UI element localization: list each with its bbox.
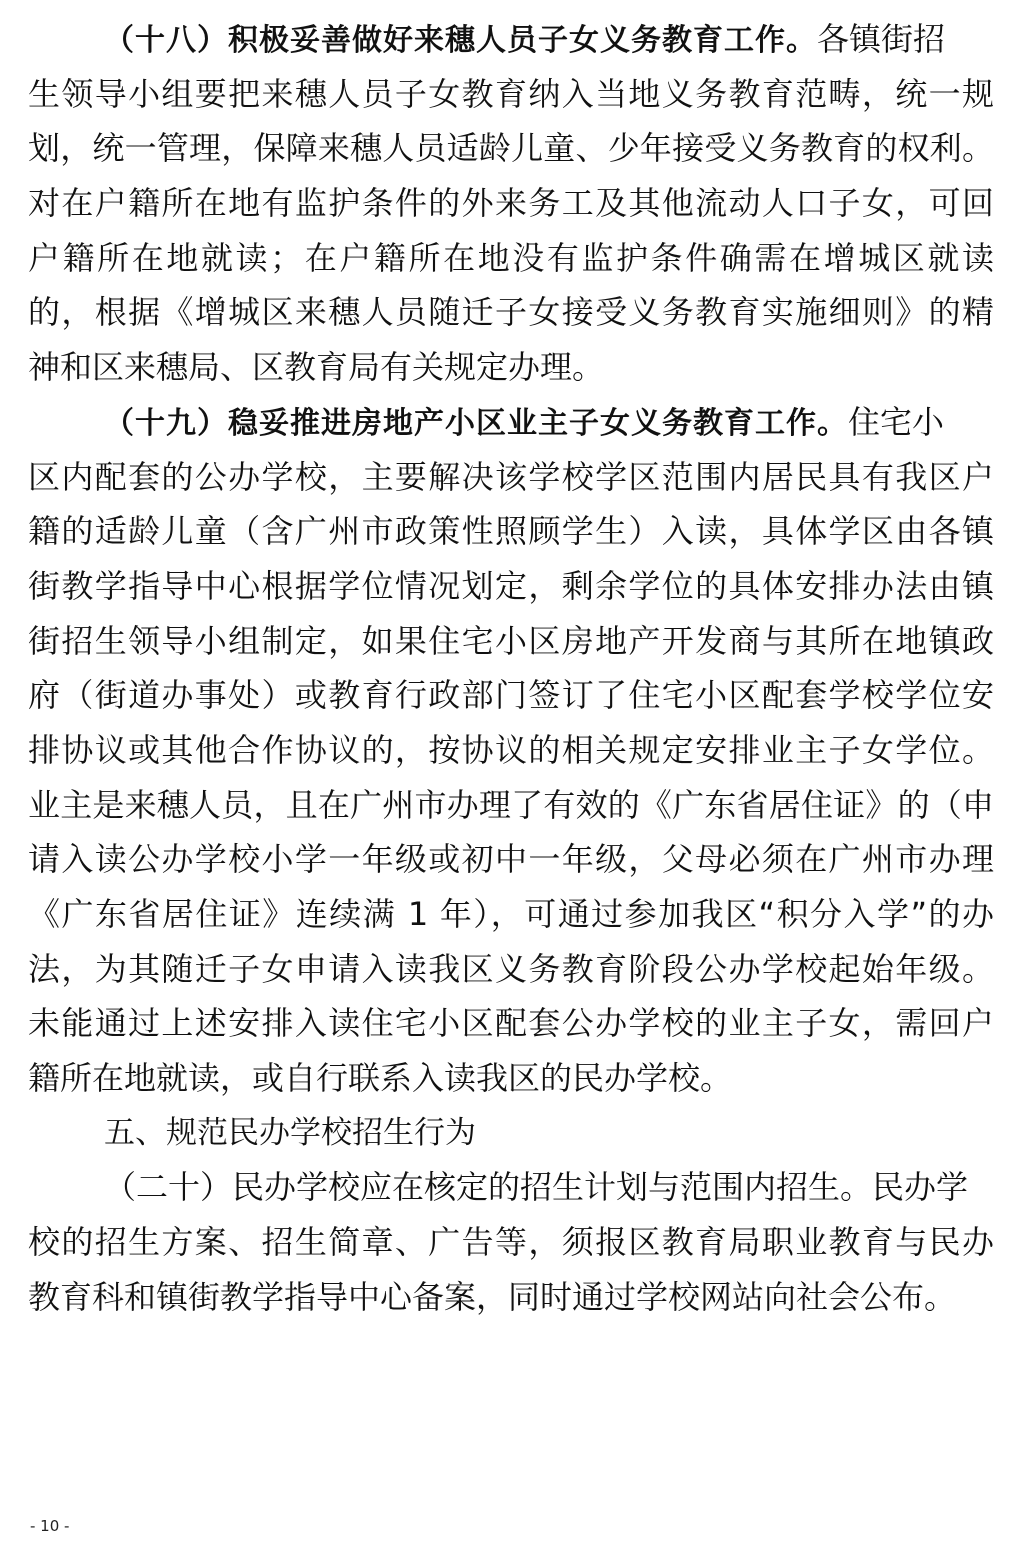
- paragraph-18-line-6: 的，根据《增城区来穗人员随迁子女接受义务教育实施细则》的精: [28, 293, 994, 332]
- paragraph-19-line-8: 业主是来穗人员，且在广州市办理了有效的《广东省居住证》的（申: [28, 785, 994, 824]
- paragraph-20-line-2: 校的招生方案、招生简章、广告等，须报区教育局职业教育与民办: [28, 1223, 994, 1262]
- paragraph-19-text: 住宅小: [848, 402, 945, 441]
- paragraph-18-line-5: 户籍所在地就读；在户籍所在地没有监护条件确需在增城区就读: [28, 238, 994, 277]
- paragraph-19-line-1: [28, 395, 994, 450]
- section-5-heading: 五、规范民办学校招生行为: [104, 1114, 476, 1151]
- paragraph-19-line-6: 府（街道办事处）或教育行政部门签订了住宅小区配套学校学位安: [28, 676, 994, 715]
- paragraph-19-line-11: 法，为其随迁子女申请入读我区义务教育阶段公办学校起始年级。: [28, 949, 994, 988]
- page-number: - 10 -: [30, 1517, 70, 1535]
- document-page: [28, 12, 994, 1325]
- paragraph-19-line-5: 街招生领导小组制定，如果住宅小区房地产开发商与其所在地镇政: [28, 621, 994, 660]
- paragraph-20-line-1: （二十）民办学校应在核定的招生计划与范围内招生。民办学: [104, 1168, 969, 1207]
- paragraph-19-line-3: 籍的适龄儿童（含广州市政策性照顾学生）入读，具体学区由各镇: [28, 512, 994, 551]
- paragraph-18-line-1: [28, 12, 994, 67]
- paragraph-18-line-7: 神和区来穗局、区教育局有关规定办理。: [28, 348, 605, 387]
- paragraph-18-heading: （十八）积极妥善做好来穗人员子女义务教育工作。: [104, 23, 817, 58]
- paragraph-19-line-7: 排协议或其他合作协议的，按协议的相关规定安排业主子女学位。: [28, 730, 994, 769]
- paragraph-18-line-2: 生领导小组要把来穗人员子女教育纳入当地义务教育范畴，统一规: [28, 74, 994, 113]
- paragraph-19-line-10: 《广东省居住证》连续满 1 年），可通过参加我区“积分入学”的办: [28, 895, 994, 933]
- paragraph-19-line-9: 请入读公办学校小学一年级或初中一年级，父母必须在广州市办理: [28, 840, 994, 879]
- paragraph-18-text: 各镇街招: [817, 20, 946, 58]
- paragraph-20-line-3: 教育科和镇街教学指导中心备案，同时通过学校网站向社会公布。: [28, 1277, 957, 1316]
- paragraph-18-line-4: 对在户籍所在地有监护条件的外来务工及其他流动人口子女，可回: [28, 184, 994, 223]
- paragraph-19-line-13: 籍所在地就读，或自行联系入读我区的民办学校。: [28, 1059, 733, 1098]
- paragraph-19-line-12: 未能通过上述安排入读住宅小区配套公办学校的业主子女，需回户: [28, 1004, 994, 1043]
- paragraph-19-heading: （十九）稳妥推进房地产小区业主子女义务教育工作。: [104, 405, 848, 441]
- paragraph-18-line-3: 划，统一管理，保障来穗人员适龄儿童、少年接受义务教育的权利。: [28, 129, 994, 168]
- paragraph-19-line-4: 街教学指导中心根据学位情况划定，剩余学位的具体安排办法由镇: [28, 566, 994, 605]
- paragraph-19-line-2: 区内配套的公办学校，主要解决该学校学区范围内居民具有我区户: [28, 457, 994, 496]
